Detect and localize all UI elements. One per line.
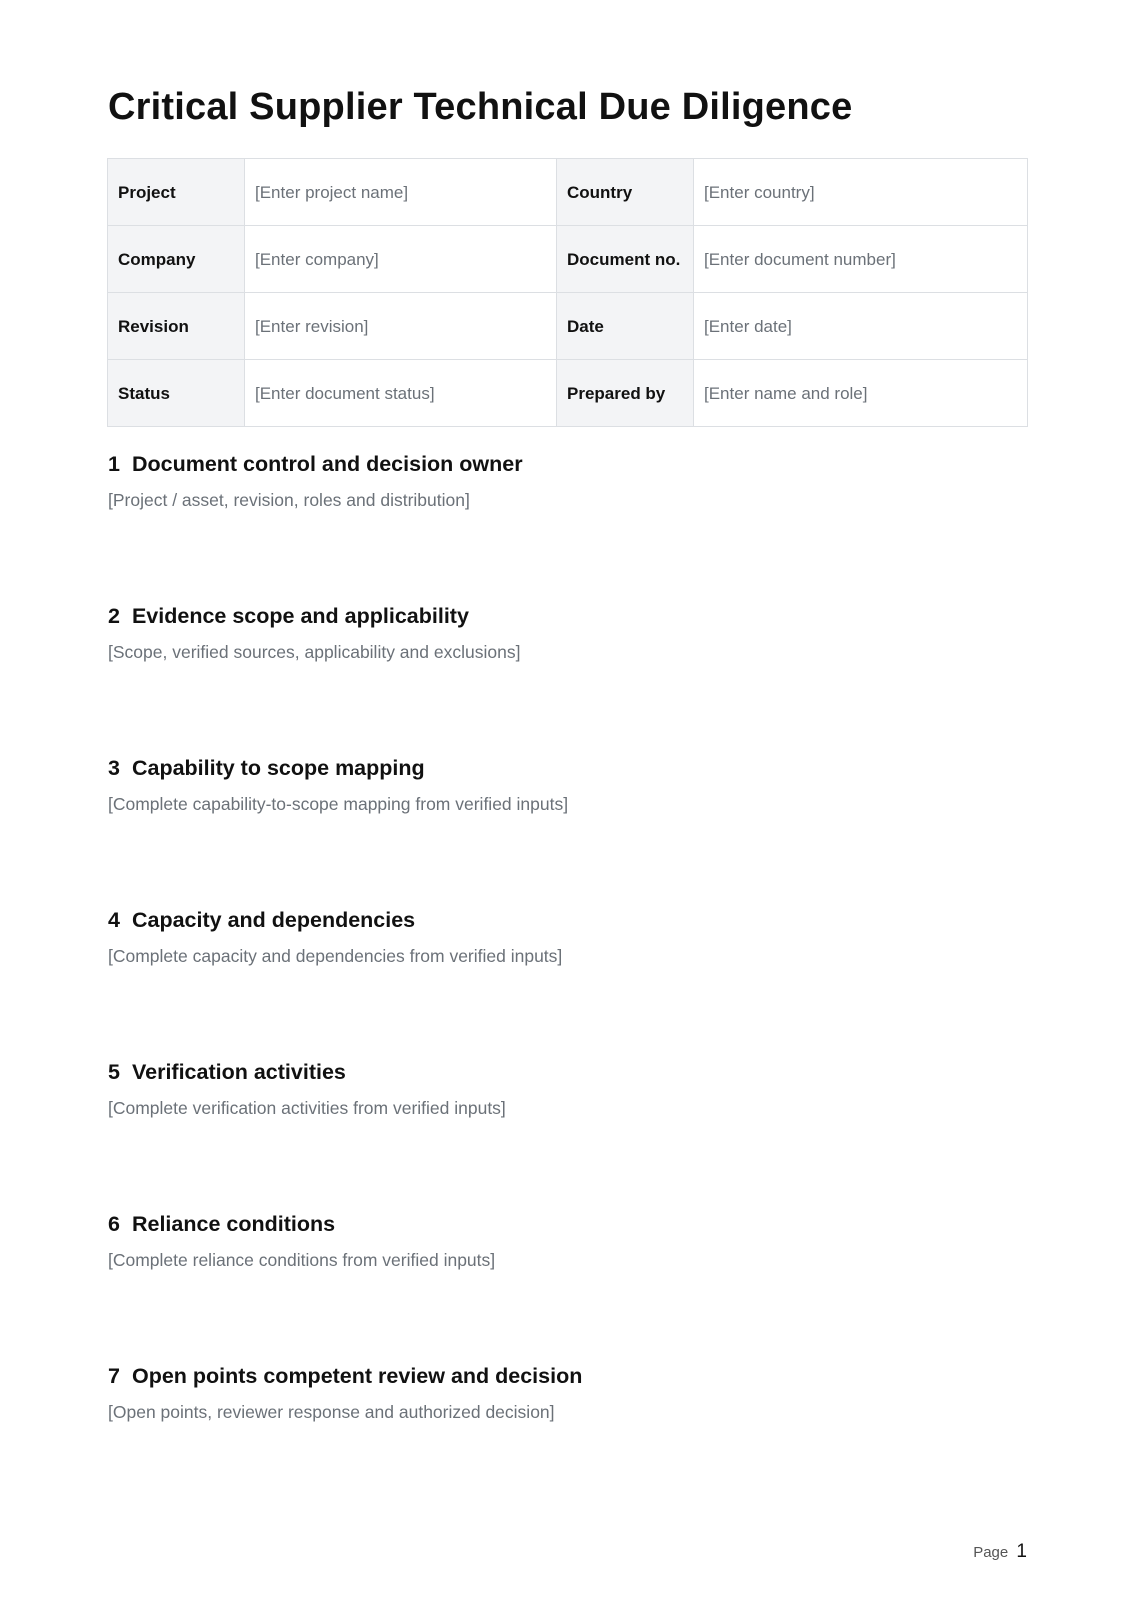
info-value-status[interactable]: [Enter document status] bbox=[245, 360, 557, 427]
info-value-project[interactable]: [Enter project name] bbox=[245, 159, 557, 226]
section-heading bbox=[108, 451, 1008, 477]
info-label-status: Status bbox=[108, 360, 245, 427]
page-footer bbox=[973, 1541, 1027, 1563]
section-number: 3 bbox=[108, 756, 120, 780]
info-label-country: Country bbox=[557, 159, 694, 226]
section-placeholder[interactable]: [Complete capability-to-scope mapping from verified inputs] bbox=[108, 794, 569, 814]
section-title: Reliance conditions bbox=[131, 1212, 336, 1236]
section-number: 6 bbox=[108, 1212, 120, 1236]
section-placeholder[interactable]: [Complete reliance conditions from verified inputs] bbox=[108, 1250, 496, 1270]
info-label-project: Project bbox=[108, 159, 245, 226]
section-heading bbox=[108, 755, 1008, 781]
section-placeholder[interactable]: [Project / asset, revision, roles and distribution] bbox=[108, 490, 470, 510]
section-title: Capacity and dependencies bbox=[131, 908, 416, 932]
section-title: Capability to scope mapping bbox=[131, 756, 425, 780]
info-row-revision bbox=[108, 293, 1028, 360]
info-row-project bbox=[108, 159, 1028, 226]
section-title: Document control and decision owner bbox=[131, 452, 523, 476]
section-heading bbox=[108, 1059, 1008, 1085]
section-number: 5 bbox=[108, 1060, 120, 1084]
info-label-date: Date bbox=[557, 293, 694, 360]
section-number: 7 bbox=[108, 1364, 120, 1388]
info-label-company: Company bbox=[108, 226, 245, 293]
section-placeholder[interactable]: [Complete verification activities from verified inputs] bbox=[108, 1098, 506, 1118]
section-heading bbox=[108, 603, 1008, 629]
document-title: Critical Supplier Technical Due Diligence bbox=[108, 86, 853, 128]
section-placeholder[interactable]: [Scope, verified sources, applicability and exclusions] bbox=[108, 642, 521, 662]
section-title: Evidence scope and applicability bbox=[131, 604, 469, 628]
info-value-country[interactable]: [Enter country] bbox=[694, 159, 1028, 226]
info-value-company[interactable]: [Enter company] bbox=[245, 226, 557, 293]
info-value-revision[interactable]: [Enter revision] bbox=[245, 293, 557, 360]
section-placeholder[interactable]: [Open points, reviewer response and authorized decision] bbox=[108, 1402, 555, 1422]
info-label-revision: Revision bbox=[108, 293, 245, 360]
section-number: 4 bbox=[108, 908, 120, 932]
section-heading bbox=[108, 1363, 1008, 1389]
section-4 bbox=[108, 907, 1008, 968]
info-value-document-no[interactable]: [Enter document number] bbox=[694, 226, 1028, 293]
section-number: 2 bbox=[108, 604, 120, 628]
page-label: Page bbox=[973, 1544, 1009, 1561]
info-row-company bbox=[108, 226, 1028, 293]
document-info-table bbox=[107, 158, 1028, 427]
info-label-document-no: Document no. bbox=[557, 226, 694, 293]
section-heading bbox=[108, 1211, 1008, 1237]
section-3 bbox=[108, 755, 1008, 816]
section-2 bbox=[108, 603, 1008, 664]
page-number: 1 bbox=[1016, 1541, 1027, 1562]
section-placeholder[interactable]: [Complete capacity and dependencies from verified inputs] bbox=[108, 946, 563, 966]
section-heading bbox=[108, 907, 1008, 933]
info-row-status bbox=[108, 360, 1028, 427]
section-7 bbox=[108, 1363, 1008, 1424]
section-number: 1 bbox=[108, 452, 120, 476]
info-value-date[interactable]: [Enter date] bbox=[694, 293, 1028, 360]
info-label-prepared-by: Prepared by bbox=[557, 360, 694, 427]
info-value-prepared-by[interactable]: [Enter name and role] bbox=[694, 360, 1028, 427]
section-1 bbox=[108, 451, 1008, 512]
section-5 bbox=[108, 1059, 1008, 1120]
section-title: Open points competent review and decision bbox=[131, 1364, 583, 1388]
section-title: Verification activities bbox=[131, 1060, 346, 1084]
section-6 bbox=[108, 1211, 1008, 1272]
